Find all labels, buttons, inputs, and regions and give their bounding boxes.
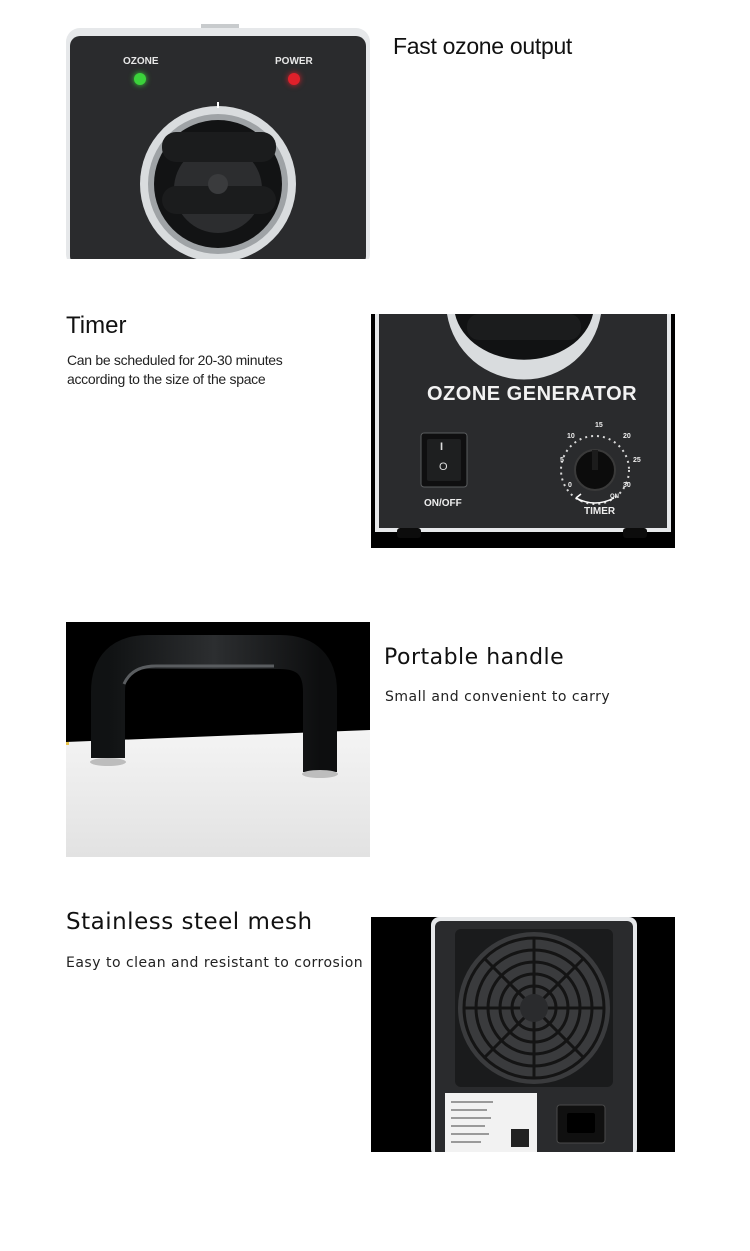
dial-tick-25: 25 xyxy=(633,457,641,464)
dial-tick-10: 10 xyxy=(567,433,575,440)
feature-title-steel-mesh: Stainless steel mesh xyxy=(66,909,313,935)
feature-title-timer: Timer xyxy=(66,312,127,339)
feature-title-portable-handle: Portable handle xyxy=(384,645,565,670)
dial-on-label: ON xyxy=(610,494,619,500)
dial-tick-0: 0 xyxy=(568,482,572,489)
power-switch-label: ON/OFF xyxy=(424,498,462,509)
ozone-indicator-label: OZONE xyxy=(123,56,159,67)
steel-mesh-image xyxy=(371,917,675,1152)
ozone-led-icon xyxy=(134,73,146,85)
dial-tick-20: 20 xyxy=(623,433,631,440)
dial-tick-15: 15 xyxy=(595,422,603,429)
dial-tick-30: 30 xyxy=(623,482,631,489)
feature-desc-steel-mesh: Easy to clean and resistant to corrosion xyxy=(66,955,364,971)
power-led-icon xyxy=(288,73,300,85)
timer-panel-image xyxy=(371,314,675,548)
feature-desc-timer-line2: according to the size of the space xyxy=(67,371,266,387)
feature-title-fast-ozone: Fast ozone output xyxy=(393,33,573,59)
ozone-output-image xyxy=(66,24,370,259)
panel-label: OZONE GENERATOR xyxy=(427,383,638,405)
feature-desc-timer-line1: Can be scheduled for 20-30 minutes xyxy=(67,352,283,368)
feature-desc-portable-handle: Small and convenient to carry xyxy=(385,689,611,705)
portable-handle-image xyxy=(66,622,370,857)
dial-tick-5: 5 xyxy=(560,457,564,464)
power-switch-on-mark: I xyxy=(440,441,444,453)
timer-label: TIMER xyxy=(584,506,616,517)
power-switch-off-mark: O xyxy=(439,461,448,473)
power-indicator-label: POWER xyxy=(275,56,313,67)
